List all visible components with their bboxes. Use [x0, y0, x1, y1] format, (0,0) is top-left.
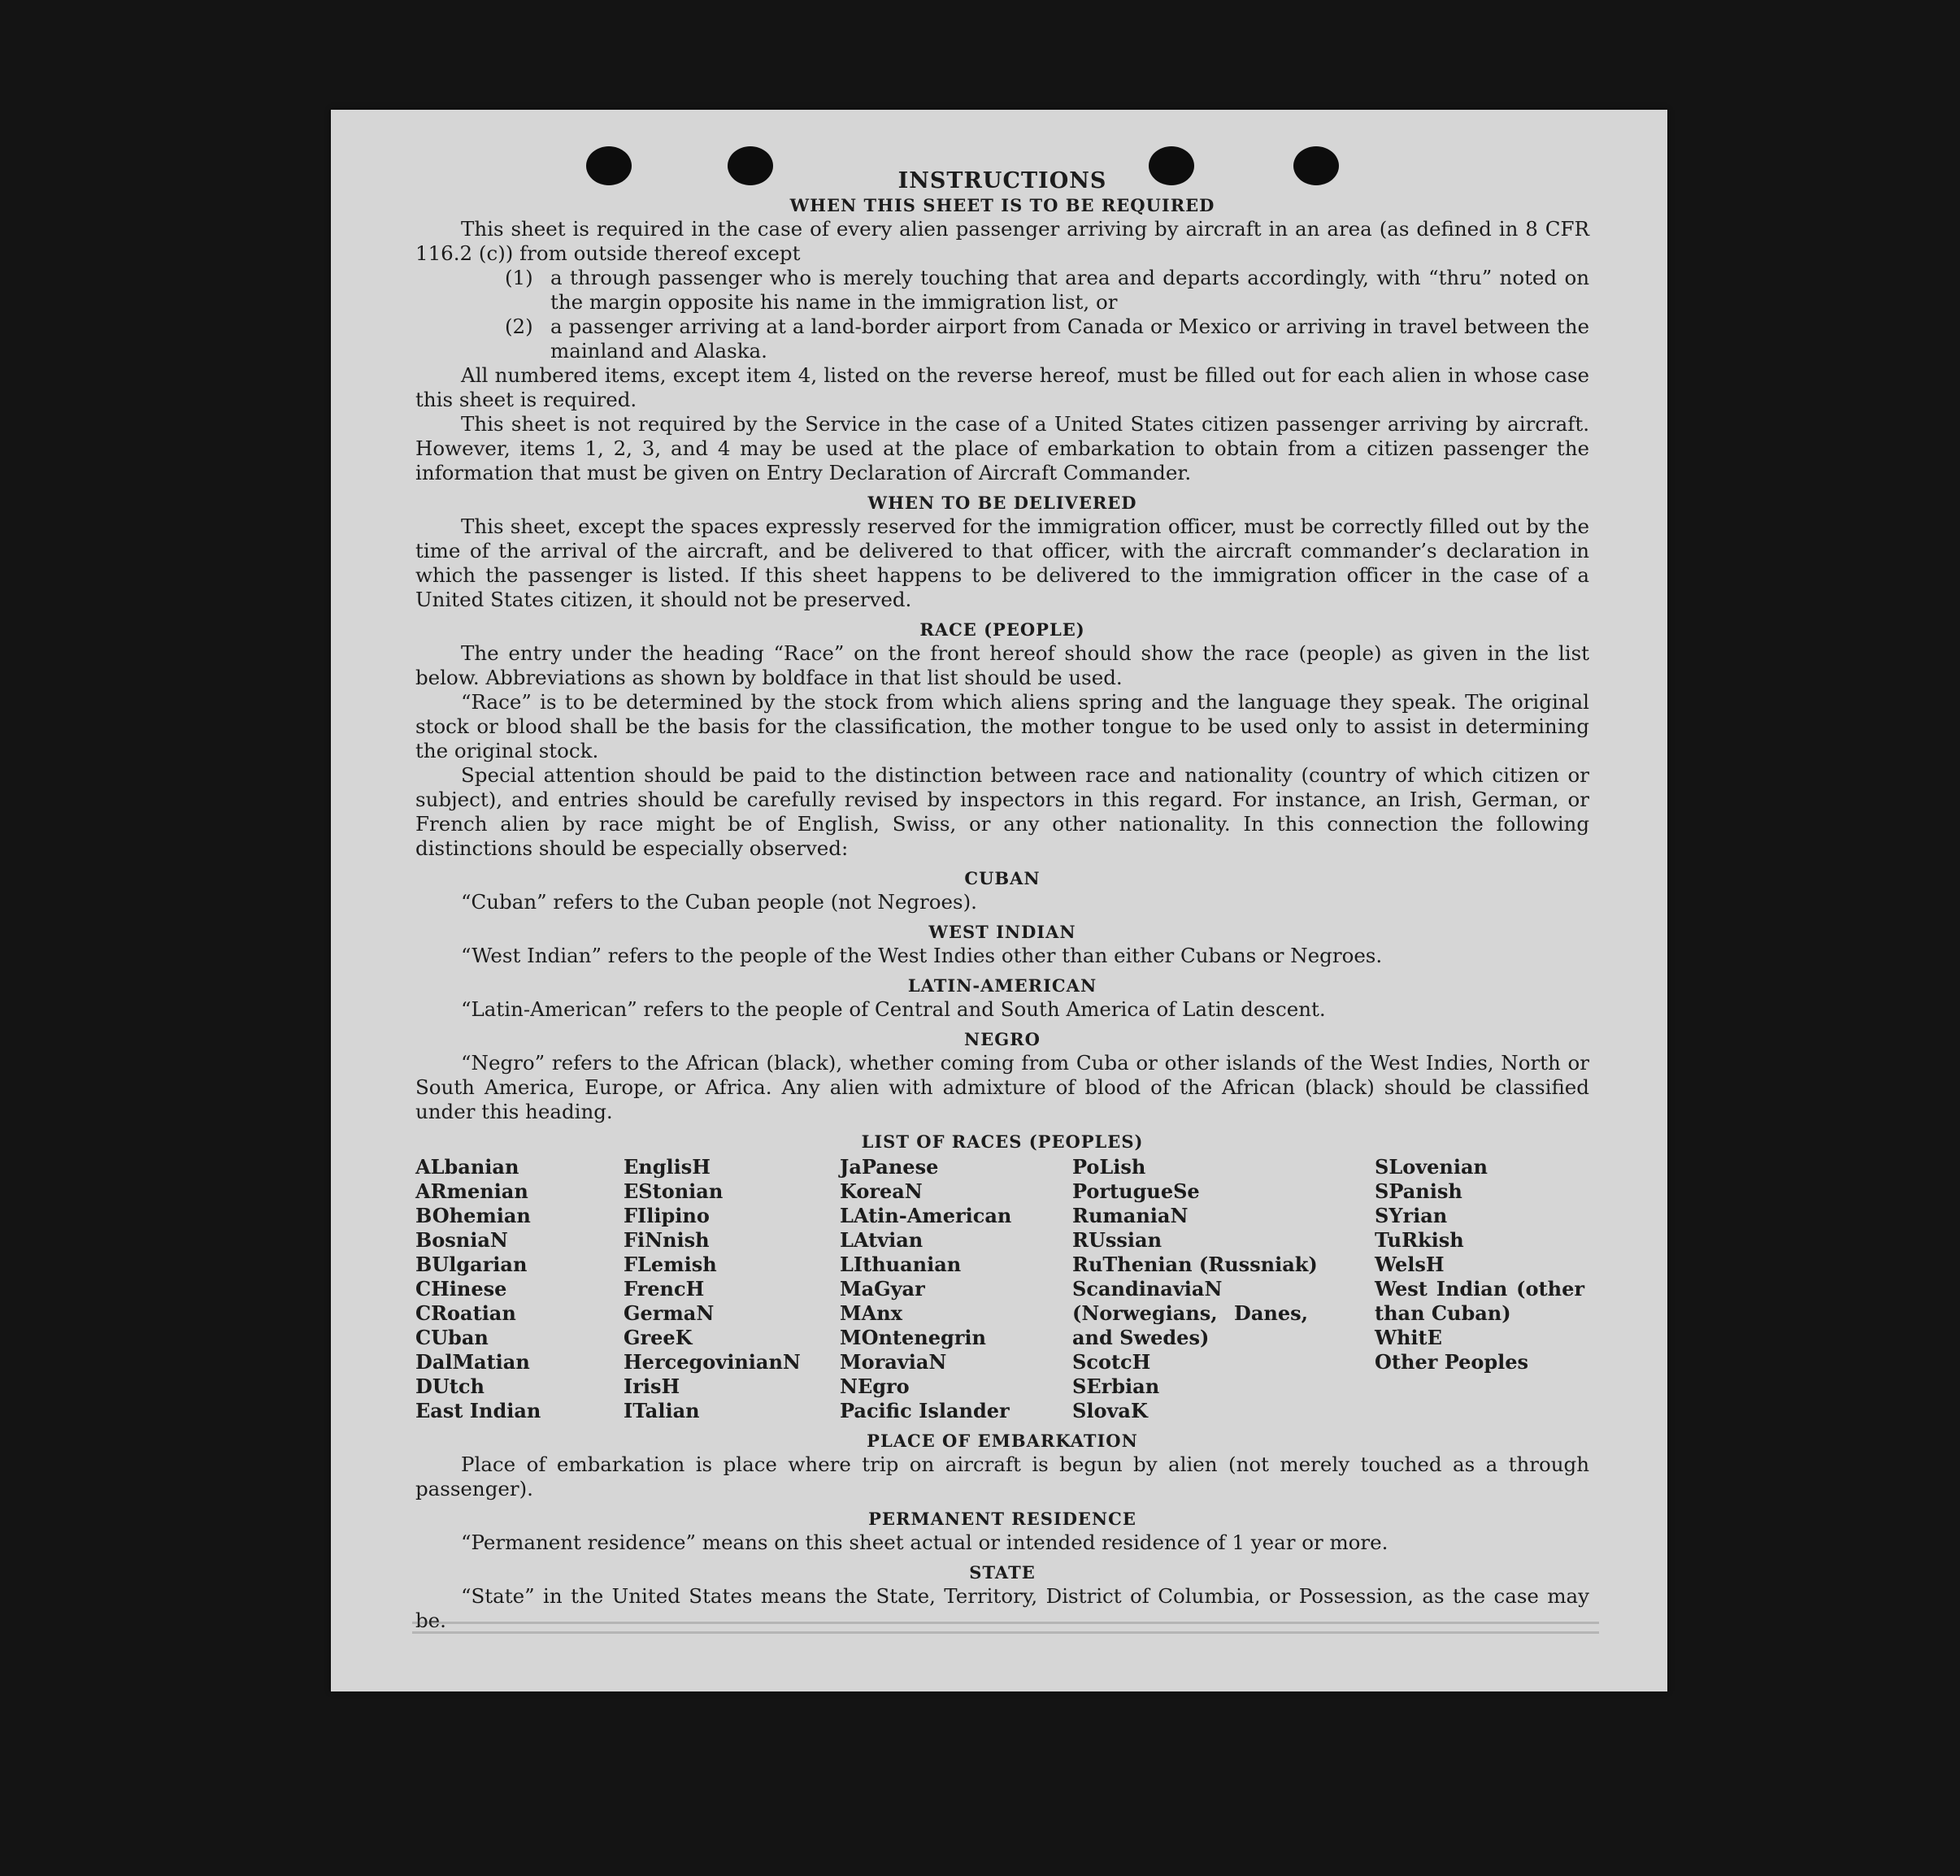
race-entry: East Indian [415, 1399, 541, 1422]
section-heading-when-delivered: WHEN TO BE DELIVERED [867, 493, 1137, 513]
race-entry: FiNnish [624, 1228, 710, 1252]
section-heading-residence: PERMANENT RESIDENCE [868, 1509, 1136, 1529]
race-entry: ITalian [624, 1399, 700, 1422]
race-entry: RumaniaN [1072, 1204, 1189, 1227]
paragraph-race-definition: “Race” is to be determined by the stock from which aliens spring and the language they speak. The original stock or blood shall be the basis for the classification, the mother tongue to be used only to assist in determining the original stock. [415, 690, 1589, 762]
race-entry: WelsH [1375, 1253, 1445, 1276]
race-entry: SlovaK [1072, 1399, 1148, 1422]
race-entry: SPanish [1375, 1179, 1462, 1203]
section-heading-embarkation: PLACE OF EMBARKATION [867, 1431, 1138, 1451]
race-entry: HercegovinianN [624, 1350, 801, 1374]
paragraph-numbered-items: All numbered items, except item 4, listed on the reverse hereof, must be filled out for each alien in whose case this sheet is required. [415, 363, 1589, 411]
exception-number: (2) [505, 315, 533, 338]
races-column [1375, 1155, 1589, 1423]
exception-item [415, 266, 1589, 315]
race-entry: CRoatian [415, 1301, 516, 1325]
race-entry: BosniaN [415, 1228, 508, 1252]
race-entry: FIlipino [624, 1204, 710, 1227]
race-entry: WhitE [1375, 1326, 1442, 1349]
paragraph-intro: This sheet is required in the case of every alien passenger arriving by aircraft in an area (as defined in 8 CFR 116.2 (c)) from outside thereof except [415, 217, 1589, 265]
race-entry: KoreaN [840, 1179, 923, 1203]
race-entry: SErbian [1072, 1374, 1160, 1398]
paragraph-delivery: This sheet, except the spaces expressly reserved for the immigration officer, must be correctly filled out by the time of the arrival of the aircraft, and be delivered to that officer, with the aircraft commander’s declaration in which the passenger is listed. If this sheet happens to be delivered to the immigration officer in the case of a United States citizen, it should not be preserved. [415, 515, 1589, 611]
paragraph-race-nationality: Special attention should be paid to the distinction between race and nationality (country of which citizen or subject), and entries should be carefully revised by inspectors in this regard. For instance, an Irish, German, or French alien by race might be of English, Swiss, or any other nationality. In this connection the following distinctions should be especially observed: [415, 763, 1589, 860]
race-entry: EnglisH [624, 1155, 711, 1179]
exception-text: a through passenger who is merely touching that area and departs accordingly, with “thru” noted on the margin opposite his name in the immigration list, or [550, 266, 1589, 314]
paragraph-residence: “Permanent residence” means on this sheet actual or intended residence of 1 year or more. [461, 1531, 1389, 1554]
section-heading-state: STATE [969, 1562, 1036, 1583]
race-entry: MaGyar [840, 1277, 925, 1301]
paragraph-west-indian: “West Indian” refers to the people of the West Indies other than either Cubans or Negroes. [461, 944, 1383, 967]
paragraph-cuban: “Cuban” refers to the Cuban people (not Negroes). [461, 890, 977, 914]
race-entry: NEgro [840, 1374, 910, 1398]
race-entry: SLovenian [1375, 1155, 1488, 1179]
exception-item [415, 315, 1589, 363]
paragraph-race-entry: The entry under the heading “Race” on the front hereof should show the race (people) as given in the list below. Abbreviations as shown by boldface in that list should be used. [415, 641, 1589, 689]
race-entry: CHinese [415, 1277, 507, 1301]
paragraph-citizen: This sheet is not required by the Service in the case of a United States citizen passenger arriving by aircraft. However, items 1, 2, 3, and 4 may be used at the place of embarkation to obtain from a citizen passenger the information that must be given on Entry Declaration of Aircraft Commander. [415, 412, 1589, 484]
races-column [840, 1155, 1072, 1423]
exception-text: a passenger arriving at a land-border airport from Canada or Mexico or arriving in travel between the mainland and Alaska. [550, 315, 1589, 363]
page-title: INSTRUCTIONS [897, 168, 1107, 193]
race-entry: TuRkish [1375, 1228, 1464, 1252]
races-column [624, 1155, 840, 1423]
race-entry: EStonian [624, 1179, 724, 1203]
race-entry: JaPanese [840, 1155, 939, 1179]
section-heading-race: RACE (PEOPLE) [919, 619, 1085, 640]
race-entry: BOhemian [415, 1204, 531, 1227]
race-entry: PortugueSe [1072, 1179, 1200, 1203]
race-entry: CUban [415, 1326, 489, 1349]
race-entry: Pacific Islander [840, 1399, 1010, 1422]
races-column [415, 1155, 624, 1423]
races-list [415, 1155, 1589, 1423]
race-entry: RuThenian (Russniak) [1072, 1253, 1318, 1276]
race-entry: ScotcH [1072, 1350, 1151, 1374]
race-entry: DUtch [415, 1374, 485, 1398]
race-entry: Other Peoples [1375, 1350, 1529, 1374]
race-entry: ScandinaviaN (Norwegians, Danes, and Swedes) [1072, 1277, 1308, 1349]
document-sheet [331, 110, 1667, 1691]
section-heading-when-required: WHEN THIS SHEET IS TO BE REQUIRED [789, 195, 1215, 215]
section-heading-list-of-races: LIST OF RACES (PEOPLES) [861, 1131, 1144, 1152]
race-entry: PoLish [1072, 1155, 1146, 1179]
paragraph-negro: “Negro” refers to the African (black), whether coming from Cuba or other islands of the West Indies, North or South America, Europe, or Africa. Any alien with admixture of blood of the African (black) should be classified under this heading. [415, 1051, 1589, 1123]
race-entry: MOntenegrin [840, 1326, 986, 1349]
faint-bleedthrough-text [412, 1622, 1599, 1646]
instructions-content [415, 168, 1589, 1633]
race-entry: BUlgarian [415, 1253, 528, 1276]
race-entry: ALbanian [415, 1155, 519, 1179]
exception-number: (1) [505, 266, 533, 289]
paragraph-latin-american: “Latin-American” refers to the people of Central and South America of Latin descent. [461, 997, 1326, 1021]
race-entry: IrisH [624, 1374, 680, 1398]
paragraph-state: “State” in the United States means the State, Territory, District of Columbia, or Possession, as the case may be. [415, 1584, 1589, 1632]
race-entry: ARmenian [415, 1179, 528, 1203]
races-column [1072, 1155, 1375, 1423]
race-entry: LAtin-American [840, 1204, 1012, 1227]
race-entry: MoraviaN [840, 1350, 947, 1374]
race-entry: GreeK [624, 1326, 693, 1349]
race-entry: RUssian [1072, 1228, 1163, 1252]
race-entry: SYrian [1375, 1204, 1448, 1227]
section-heading-cuban: CUBAN [964, 868, 1041, 888]
race-entry: West Indian (other than Cuban) [1375, 1277, 1584, 1325]
race-entry: FLemish [624, 1253, 717, 1276]
section-heading-latin-american: LATIN-AMERICAN [907, 975, 1097, 996]
race-entry: GermaN [624, 1301, 715, 1325]
section-heading-west-indian: WEST INDIAN [928, 922, 1076, 942]
race-entry: DalMatian [415, 1350, 530, 1374]
paragraph-embarkation: Place of embarkation is place where trip on aircraft is begun by alien (not merely touched as a through passenger). [415, 1453, 1589, 1500]
race-entry: LIthuanian [840, 1253, 962, 1276]
race-entry: MAnx [840, 1301, 902, 1325]
section-heading-negro: NEGRO [964, 1029, 1041, 1049]
race-entry: LAtvian [840, 1228, 924, 1252]
race-entry: FrencH [624, 1277, 705, 1301]
